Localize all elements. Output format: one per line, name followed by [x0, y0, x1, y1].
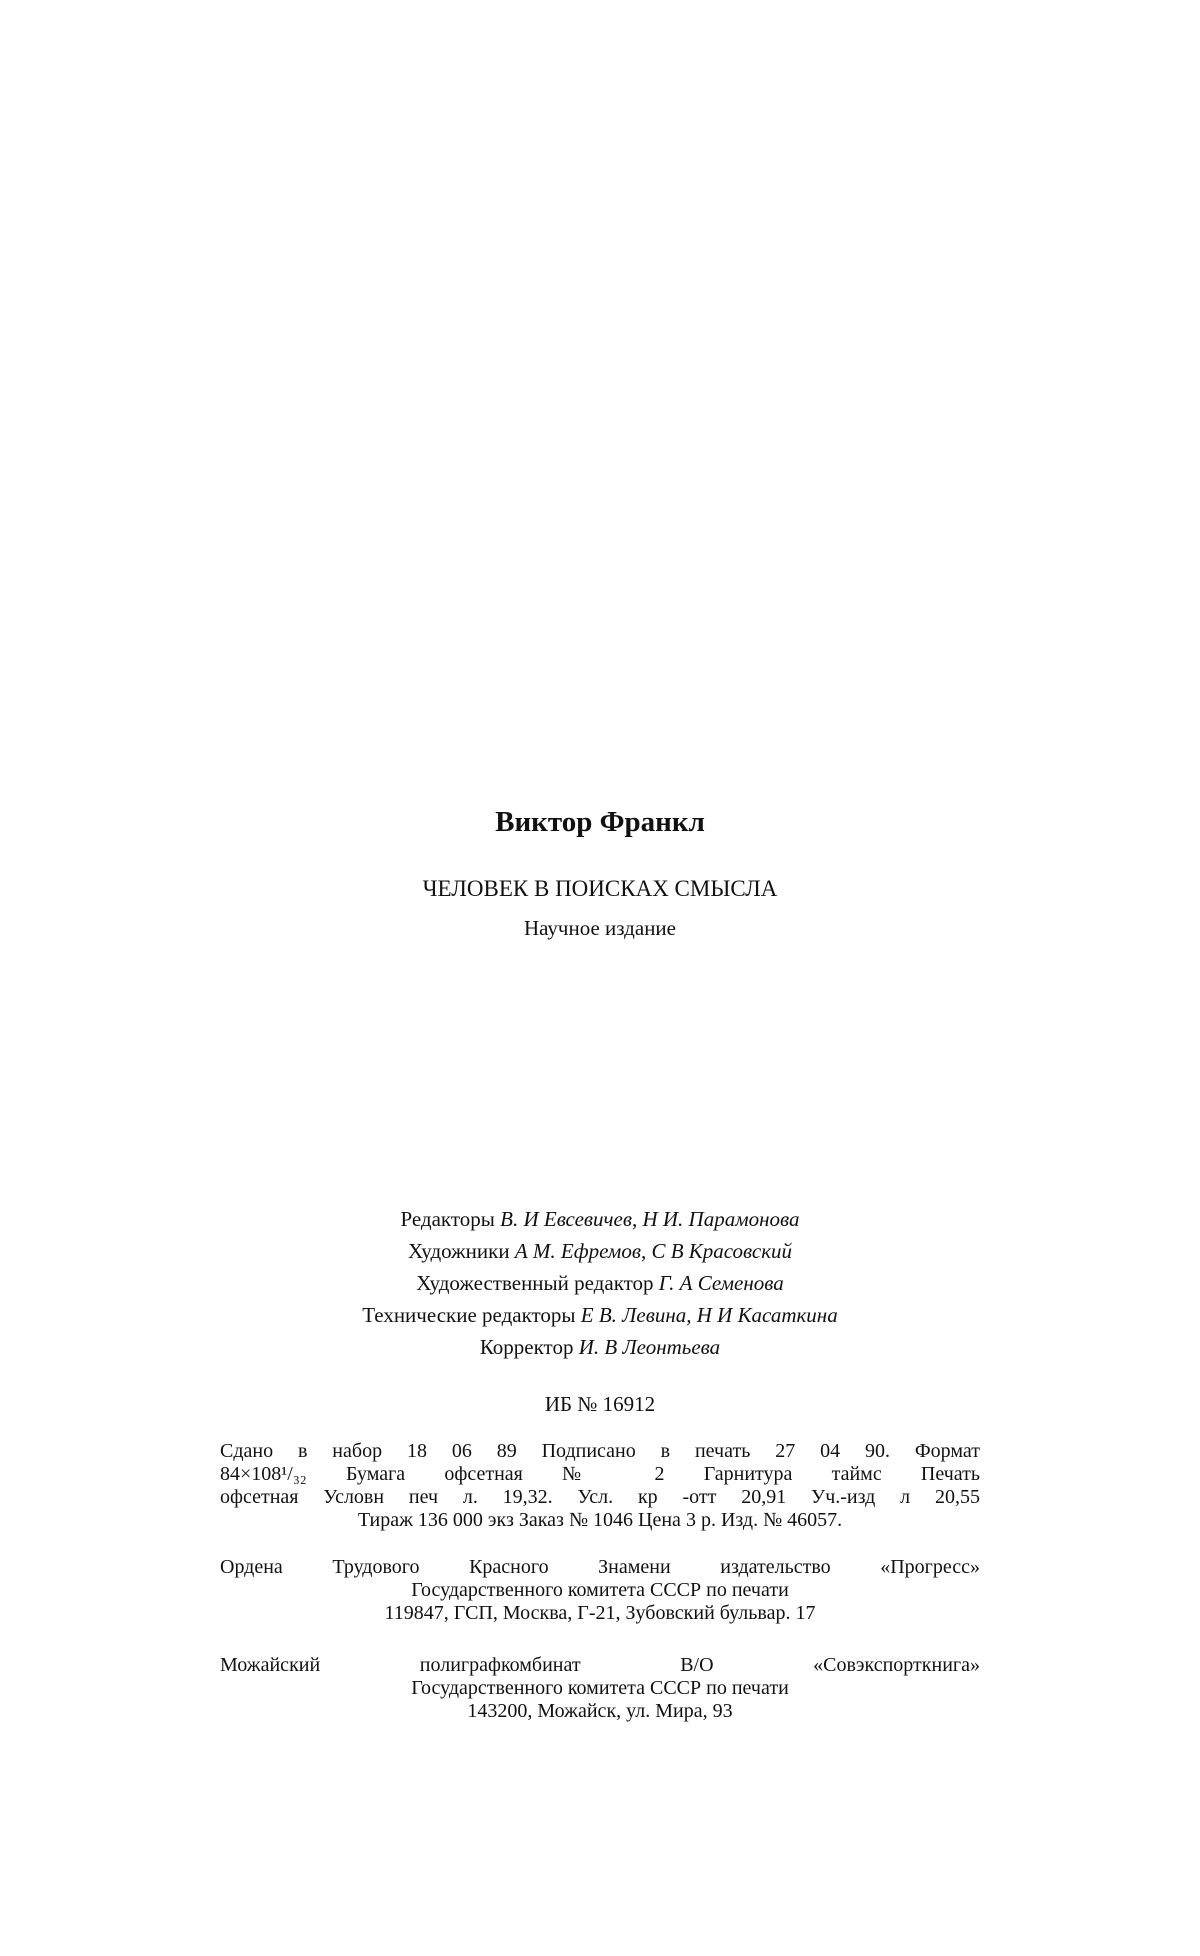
publisher-line: Ордена Трудового Красного Знамени издательство «Прогресс»: [220, 1556, 980, 1578]
imprint-line: офсетная Условн печ л. 19,32. Усл. кр -отт 20,91 Уч.-изд л 20,55: [220, 1486, 980, 1508]
credit-names: В. И Евсевичев, Н И. Парамонова: [500, 1207, 800, 1231]
credit-role: Художественный редактор: [416, 1271, 654, 1295]
credits-list: [0, 1203, 1200, 1363]
credit-technical-editors: [0, 1299, 1200, 1331]
credit-role: Художники: [407, 1239, 510, 1263]
book-title: ЧЕЛОВЕК В ПОИСКАХ СМЫСЛА: [422, 876, 778, 901]
imprint-line: Сдано в набор 18 06 89 Подписано в печать 27 04 90. Формат: [220, 1440, 980, 1462]
credit-names: Г. А Семенова: [658, 1271, 784, 1295]
imprint-line: Тираж 136 000 экз Заказ № 1046 Цена 3 р. Изд. № 46057.: [357, 1509, 843, 1531]
printer-line: Государственного комитета СССР по печати: [411, 1677, 789, 1699]
publisher-line: Государственного комитета СССР по печати: [411, 1579, 789, 1601]
credit-proofreader: [0, 1331, 1200, 1363]
credit-art-editor: [0, 1267, 1200, 1299]
credit-names: И. В Леонтьева: [578, 1335, 721, 1359]
imprint-block: [220, 1440, 980, 1532]
printer-block: [220, 1654, 980, 1723]
credit-editors: [0, 1203, 1200, 1235]
credit-role: Корректор: [479, 1335, 574, 1359]
printer-line: Можайский полиграфкомбинат В/О «Совэкспорткнига»: [220, 1654, 980, 1676]
credit-artists: [0, 1235, 1200, 1267]
credit-names: Е В. Левина, Н И Касаткина: [580, 1303, 838, 1327]
printer-line: 143200, Можайск, ул. Мира, 93: [467, 1700, 733, 1722]
credit-role: Редакторы: [400, 1207, 495, 1231]
publisher-block: [220, 1556, 980, 1625]
ib-number: ИБ № 16912: [544, 1392, 656, 1416]
credit-role: Технические редакторы: [362, 1303, 576, 1327]
book-author: Виктор Франкл: [495, 806, 705, 838]
credit-names: А М. Ефремов, С В Красовский: [514, 1239, 793, 1263]
publisher-line: 119847, ГСП, Москва, Г-21, Зубовский бульвар. 17: [384, 1602, 816, 1624]
book-subtitle: Научное издание: [523, 916, 676, 940]
imprint-line: 84×108¹/₃₂ Бумага офсетная № 2 Гарнитура таймс Печать: [220, 1463, 980, 1485]
